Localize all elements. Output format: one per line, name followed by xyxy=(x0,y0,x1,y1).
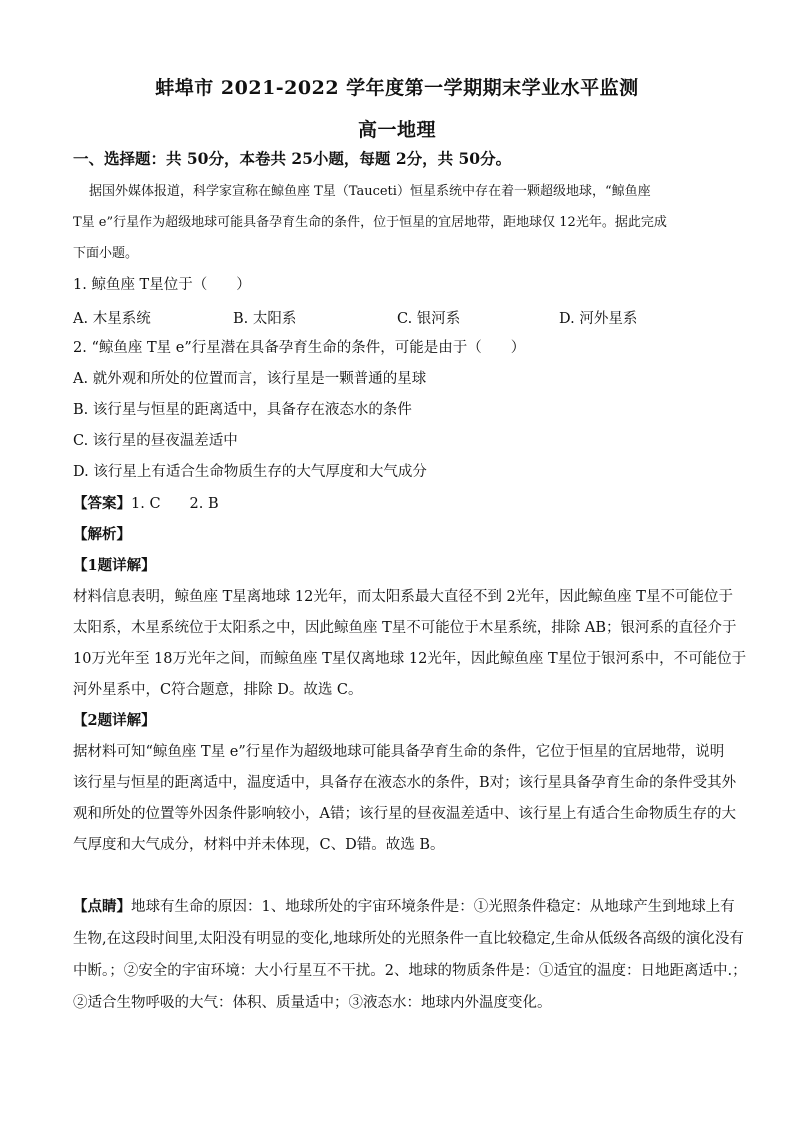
detail-2-label: 【2题详解】 xyxy=(73,712,156,729)
passage-line-1: 据国外媒体报道，科学家宣称在鲸鱼座 T星（Tauceti）恒星系统中存在着一颗超级地球，“鲸鱼座 xyxy=(89,184,651,199)
question-1-option-b: B. 太阳系 xyxy=(233,311,297,327)
question-2-option-a: A. 就外观和所处的位置而言，该行星是一颗普通的星球 xyxy=(73,371,427,387)
passage-line-2: T星 e”行星作为超级地球可能具备孕育生命的条件，位于恒星的宜居地带，距地球仅 12光年。据此完成 xyxy=(73,215,667,230)
tip-line-4: ②适合生物呼吸的大气：体积、质量适中；③液态水：地球内外温度变化。 xyxy=(73,995,552,1011)
section-heading: 一、选择题：共 50分，本卷共 25小题，每题 2分，共 50分。 xyxy=(73,149,512,168)
tip-text-1: 地球有生命的原因：1、地球所处的宇宙环境条件是：①光照条件稳定：从地球产生到地球上有 xyxy=(131,899,735,915)
detail-1-line-2: 太阳系，木星系统位于太阳系之中，因此鲸鱼座 T星不可能位于木星系统，排除 AB；银河系的直径介于 xyxy=(73,620,737,636)
passage-line-3: 下面小题。 xyxy=(73,246,139,261)
detail-1-line-4: 河外星系中，C符合题意，排除 D。故选 C。 xyxy=(73,682,363,698)
question-2-option-b: B. 该行星与恒星的距离适中，具备存在液态水的条件 xyxy=(73,402,412,418)
question-1-stem: 1. 鲸鱼座 T星位于（ ） xyxy=(73,277,251,293)
detail-2-line-1: 据材料可知“鲸鱼座 T星 e”行星作为超级地球可能具备孕育生命的条件，它位于恒星的宜居地带，说明 xyxy=(73,744,725,760)
detail-1-line-1: 材料信息表明，鲸鱼座 T星离地球 12光年，而太阳系最大直径不到 2光年，因此鲸鱼座 T星不可能位于 xyxy=(73,589,733,605)
exam-subtitle: 高一地理 xyxy=(357,119,436,141)
answer-label: 【答案】 xyxy=(73,495,131,512)
detail-2-line-2: 该行星与恒星的距离适中，温度适中，具备存在液态水的条件，B对；该行星具备孕育生命的条件受其外 xyxy=(73,775,737,791)
answer-text: 1. C 2. B xyxy=(131,496,219,512)
detail-1-line-3: 10万光年至 18万光年之间，而鲸鱼座 T星仅离地球 12光年，因此鲸鱼座 T星位于银河系中，不可能位于 xyxy=(73,651,747,667)
question-2-stem: 2. “鲸鱼座 T星 e”行星潜在具备孕育生命的条件，可能是由于（ ） xyxy=(73,340,526,356)
detail-2-line-4: 气厚度和大气成分，材料中并未体现，C、D错。故选 B。 xyxy=(73,837,445,853)
question-1-option-a: A. 木星系统 xyxy=(73,311,151,327)
analysis-label: 【解析】 xyxy=(73,526,131,543)
detail-2-line-3: 观和所处的位置等外因条件影响较小，A错；该行星的昼夜温差适中、该行星上有适合生命物质生存的大 xyxy=(73,806,736,822)
question-2-option-c: C. 该行星的昼夜温差适中 xyxy=(73,433,238,449)
tip-line-1 xyxy=(73,897,735,917)
tip-line-2: 生物,在这段时间里,太阳没有明显的变化,地球所处的光照条件一直比较稳定,生命从低级各高级的演化没有 xyxy=(73,931,744,947)
question-1-option-d: D. 河外星系 xyxy=(559,311,638,327)
tip-label: 【点睛】 xyxy=(73,898,131,915)
answer-line xyxy=(73,494,723,514)
question-1-option-c: C. 银河系 xyxy=(397,311,461,327)
exam-title: 蚌埠市 2021-2022 学年度第一学期期末学业水平监测 xyxy=(155,77,639,99)
question-2-option-d: D. 该行星上有适合生命物质生存的大气厚度和大气成分 xyxy=(73,464,427,480)
tip-line-3: 中断。；②安全的宇宙环境：大小行星互不干扰。2、地球的物质条件是：①适宜的温度：日地距离适中.； xyxy=(73,963,747,979)
detail-1-label: 【1题详解】 xyxy=(73,557,156,574)
